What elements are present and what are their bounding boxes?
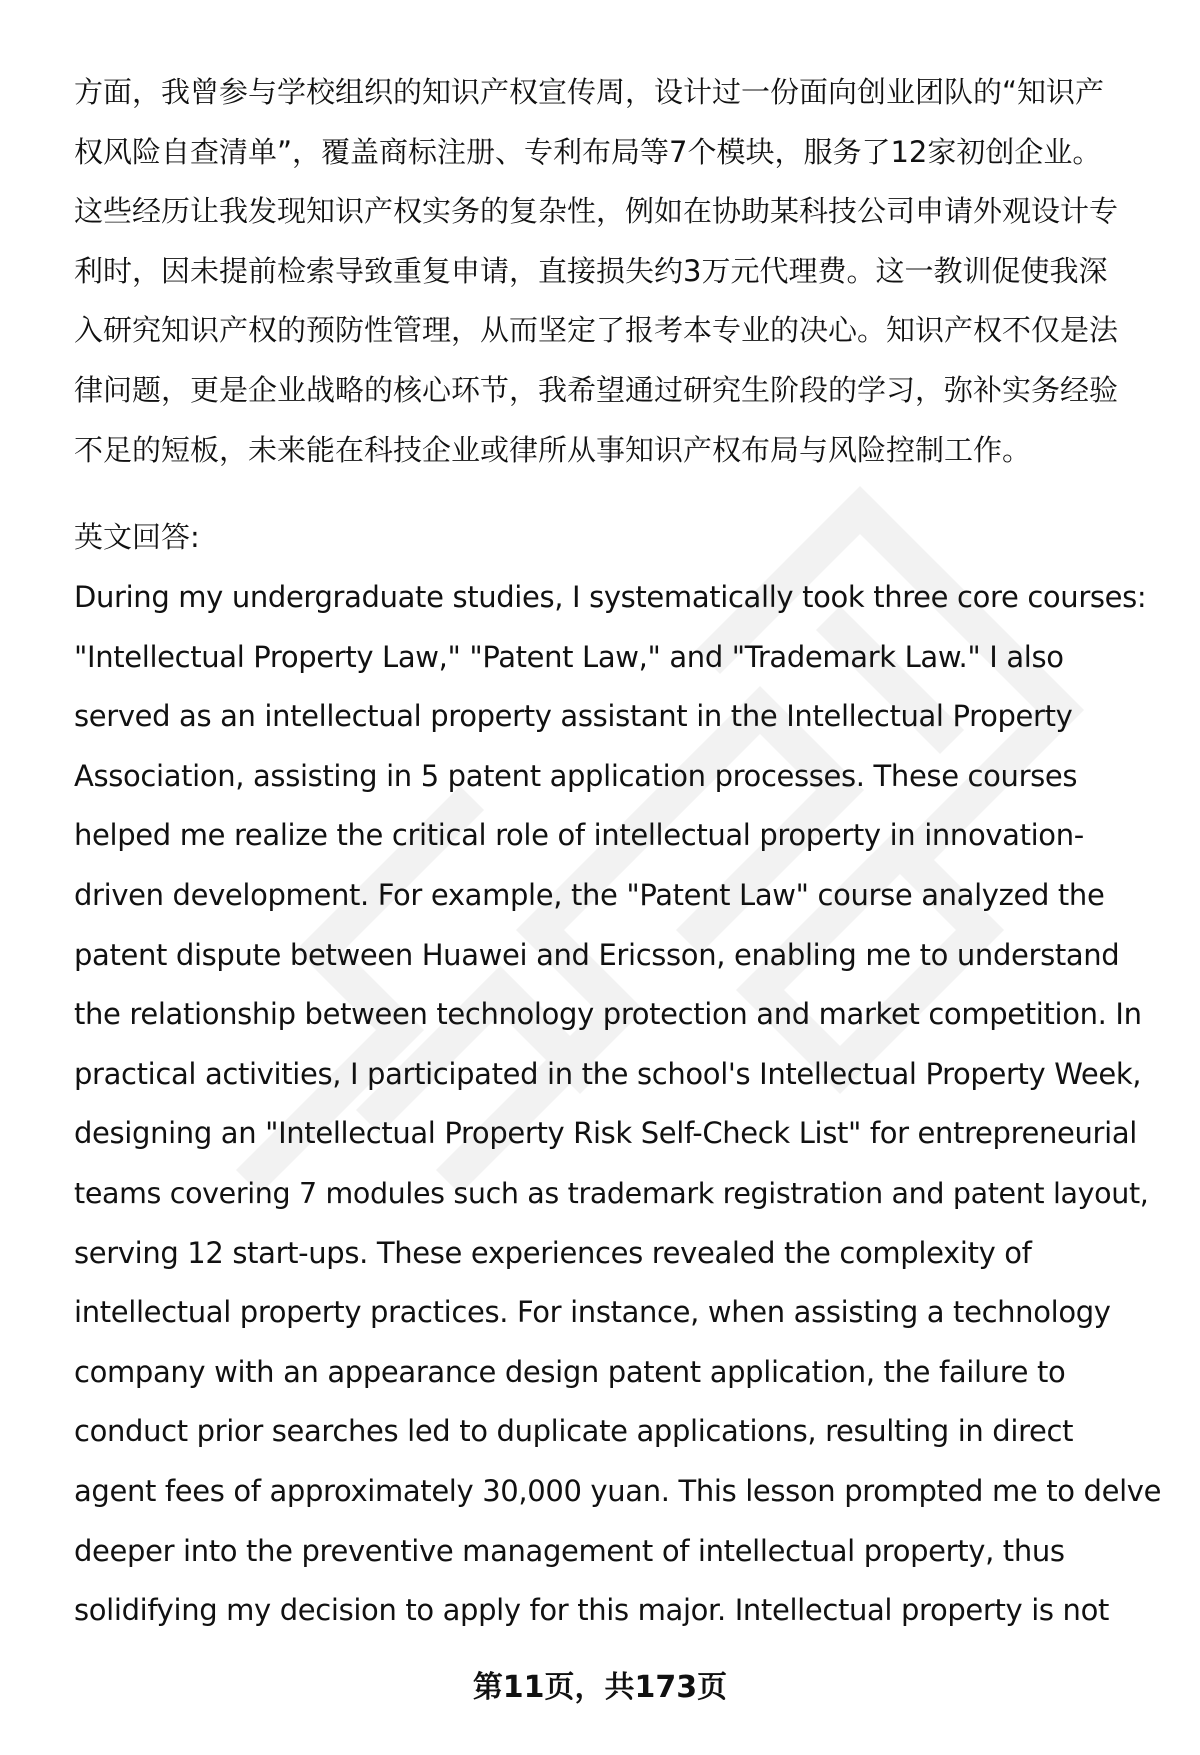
english-text-line: During my undergraduate studies, I systematically took three core courses: <box>74 580 1147 614</box>
english-text-line: patent dispute between Huawei and Ericsson, enabling me to understand <box>74 937 1120 972</box>
chinese-text-line: 利时，因未提前检索导致重复申请，直接损失约3万元代理费。这一教训促使我深 <box>74 253 1108 288</box>
english-text-line: company with an appearance design patent application, the failure to <box>74 1354 1066 1389</box>
english-text-line: conduct prior searches led to duplicate applications, resulting in direct <box>74 1414 1074 1449</box>
chinese-text-line: 方面，我曾参与学校组织的知识产权宣传周，设计过一份面向创业团队的“知识产 <box>74 75 1105 109</box>
chinese-answer-paragraph <box>74 63 1154 480</box>
english-text-line: solidifying my decision to apply for this major. Intellectual property is not <box>74 1593 1109 1628</box>
page-number-footer: 第11页，共173页 <box>472 1670 728 1705</box>
english-text-line: deeper into the preventive management of intellectual property, thus <box>74 1533 1065 1568</box>
chinese-text-line: 不足的短板，未来能在科技企业或律所从事知识产权布局与风险控制工作。 <box>74 432 1032 467</box>
english-text-line: serving 12 start-ups. These experiences revealed the complexity of <box>74 1235 1032 1270</box>
english-text-line: designing an "Intellectual Property Risk Self-Check List" for entrepreneurial <box>74 1116 1137 1151</box>
english-text-line: "Intellectual Property Law," "Patent Law," and "Trademark Law." I also <box>74 639 1064 674</box>
english-answer-paragraph <box>74 568 1164 1641</box>
english-text-line: agent fees of approximately 30,000 yuan. This lesson prompted me to delve <box>74 1473 1162 1508</box>
english-text-line: the relationship between technology protection and market competition. In <box>74 997 1142 1032</box>
chinese-text-line: 入研究知识产权的预防性管理，从而坚定了报考本专业的决心。知识产权不仅是法 <box>74 313 1119 348</box>
english-text-line: Association, assisting in 5 patent application processes. These courses <box>74 758 1078 793</box>
english-text-line: intellectual property practices. For instance, when assisting a technology <box>74 1295 1111 1330</box>
english-text-line: driven development. For example, the "Patent Law" course analyzed the <box>74 877 1105 912</box>
english-text-line: practical activities, I participated in the school's Intellectual Property Week, <box>74 1056 1142 1091</box>
english-text-line: teams covering 7 modules such as trademark registration and patent layout, <box>74 1176 1149 1210</box>
english-text-line: served as an intellectual property assistant in the Intellectual Property <box>74 699 1073 734</box>
chinese-text-line: 律问题，更是企业战略的核心环节，我希望通过研究生阶段的学习，弥补实务经验 <box>74 372 1119 407</box>
chinese-text-line: 这些经历让我发现知识产权实务的复杂性，例如在协助某科技公司申请外观设计专 <box>74 194 1119 229</box>
english-answer-heading: 英文回答: <box>74 520 200 554</box>
english-text-line: helped me realize the critical role of intellectual property in innovation- <box>74 818 1084 853</box>
chinese-text-line: 权风险自查清单”，覆盖商标注册、专利布局等7个模块，服务了12家初创企业。 <box>74 134 1102 169</box>
